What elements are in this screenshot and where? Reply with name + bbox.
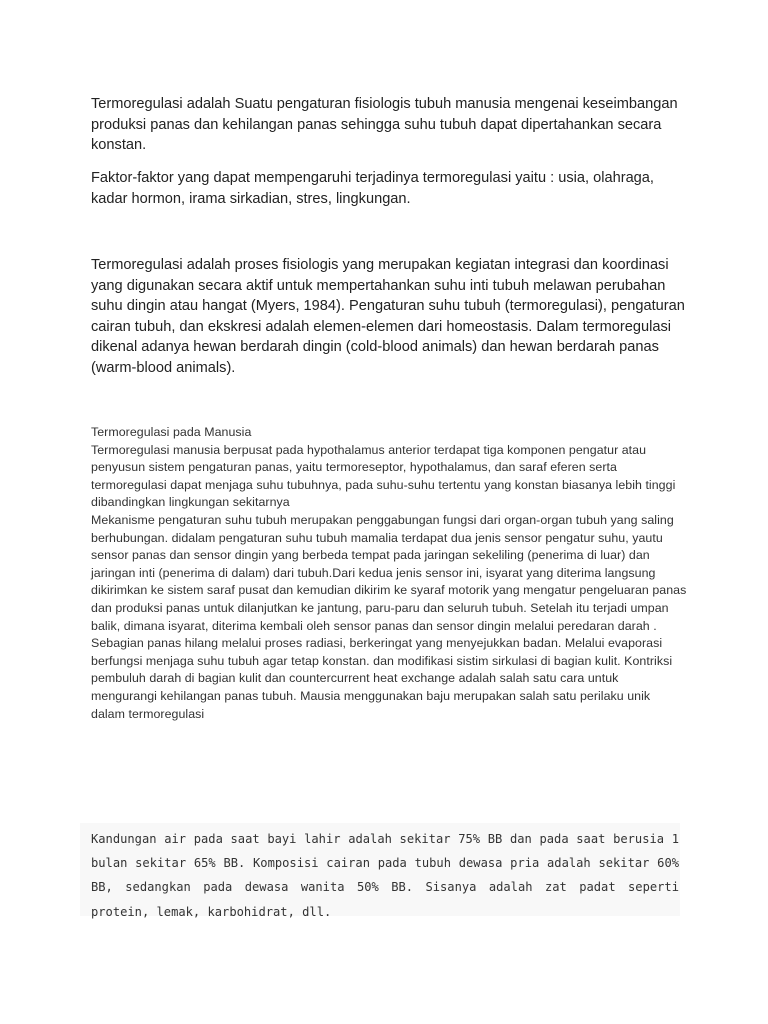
water-content-paragraph: Kandungan air pada saat bayi lahir adalah sekitar 75% BB dan pada saat berusia 1 bulan sekitar 65% BB. Komposisi cairan pada tubuh dewasa pria adalah sekitar 60% BB, sedangkan pada dewasa wanita 50% BB. Sisanya adalah zat padat seperti protein, lemak, karbohidrat, dll. xyxy=(91,832,679,919)
process-paragraph: Termoregulasi adalah proses fisiologis yang merupakan kegiatan integrasi dan koordinasi yang digunakan secara aktif untuk mempertahankan suhu inti tubuh melawan perubahan suhu dingin atau hangat (Myers, 1984). Pengaturan suhu tubuh (termoregulasi), pengaturan cairan tubuh, dan ekskresi adalah elemen-elemen dari homeostasis. Dalam termoregulasi dikenal adanya hewan berdarah dingin (cold-blood animals) dan hewan berdarah panas (warm-blood animals). xyxy=(91,257,685,376)
factors-paragraph: Faktor-faktor yang dapat mempengaruhi terjadinya termoregulasi yaitu : usia, olahraga, kadar hormon, irama sirkadian, stres, lingkungan. xyxy=(91,170,654,207)
heat-loss-paragraph: Sebagian panas hilang melalui proses radiasi, berkeringat yang menyejukkan badan. Melalui evaporasi berfungsi menjaga suhu tubuh agar tetap konstan. dan modifikasi sistim sirkulasi di bagian kulit. Kontriksi pembuluh darah di bagian kulit dan countercurrent heat exchange adalah salah satu cara untuk mengurangi kehilangan panas tubuh. Mausia menggunakan baju merupakan salah satu perilaku unik dalam termoregulasi xyxy=(91,636,673,721)
manusia-section xyxy=(91,424,687,723)
section-heading: Termoregulasi pada Manusia xyxy=(91,425,252,439)
definition-paragraph: Termoregulasi adalah Suatu pengaturan fisiologis tubuh manusia mengenai keseimbangan produksi panas dan kehilangan panas sehingga suhu tubuh dapat dipertahankan secara konstan. xyxy=(91,96,678,154)
mechanism-paragraph: Mekanisme pengaturan suhu tubuh merupakan penggabungan fungsi dari organ-organ tubuh yang saling berhubungan. didalam pengaturan suhu tubuh mamalia terdapat dua jenis sensor pengatur suhu, yautu sensor panas dan sensor dingin yang berbeda tempat pada jaringan sekeliling (penerima di luar) dan jaringan inti (penerima di dalam) dari tubuh.Dari kedua jenis sensor ini, isyarat yang diterima langsung dikirimkan ke sistem saraf pusat dan kemudian dikirim ke syaraf motorik yang mengatur pengeluaran panas dan produksi panas untuk dilanjutkan ke jantung, paru-paru dan seluruh tubuh. Setelah itu terjadi umpan balik, dimana isyarat, diterima kembali oleh sensor panas dan sensor dingin melalui peredaran darah . xyxy=(91,512,687,633)
intro-paragraph: Termoregulasi manusia berpusat pada hypothalamus anterior terdapat tiga komponen pengatur atau penyusun sistem pengaturan panas, yaitu termoreseptor, hypothalamus, dan saraf eferen serta termoregulasi dapat menjaga suhu tubuhnya, pada suhu-suhu tertentu yang konstan biasanya lebih tinggi dibandingkan lingkungan sekitarnya xyxy=(91,442,676,510)
